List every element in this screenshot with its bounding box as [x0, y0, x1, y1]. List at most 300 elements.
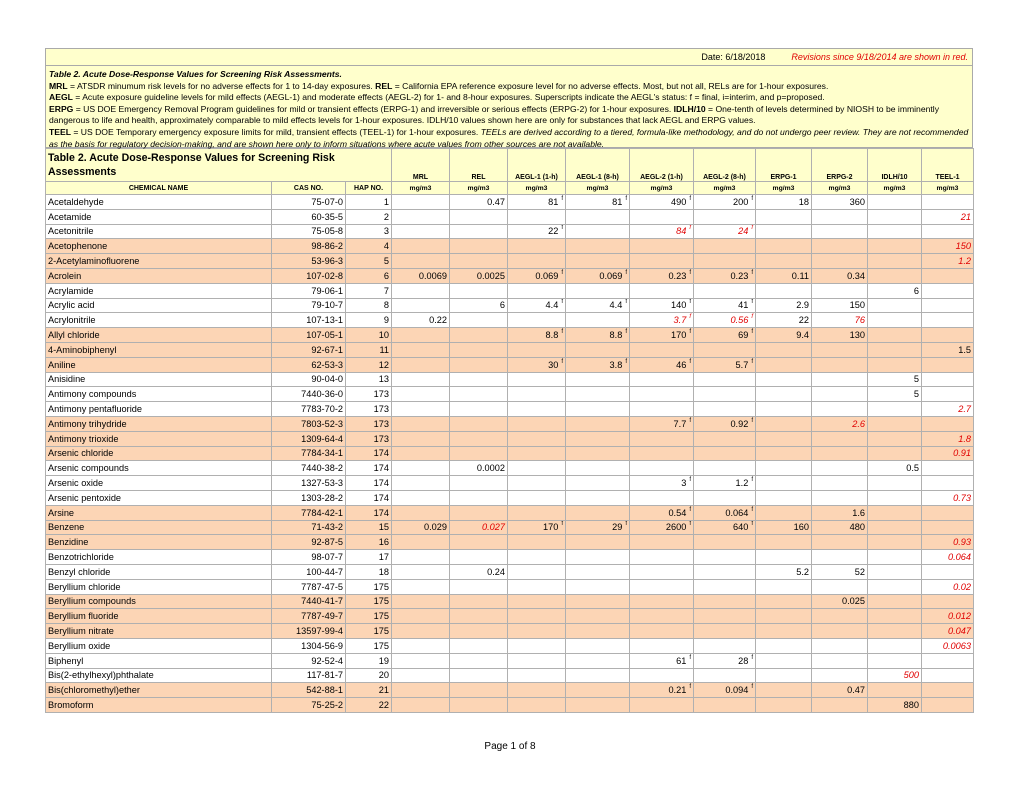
- value-text: 1.2: [958, 256, 971, 267]
- value-cell: [450, 357, 508, 372]
- table-row: [46, 579, 974, 594]
- value-cell: [922, 668, 974, 683]
- value-text: 0.24: [487, 566, 505, 577]
- status-superscript: f: [751, 654, 753, 661]
- value-cell: [450, 594, 508, 609]
- value-cell: [812, 224, 868, 239]
- value-text: 0.91: [953, 448, 971, 459]
- cas-cell: 79-06-1: [272, 283, 346, 298]
- status-superscript: f: [689, 358, 691, 365]
- cas-cell: 75-05-8: [272, 224, 346, 239]
- value-text: 46: [676, 359, 687, 370]
- value-cell: [630, 209, 694, 224]
- value-text: 0.54: [668, 507, 687, 518]
- chemical-name-cell: Benzotrichloride: [46, 550, 272, 565]
- col-header-mrl: MRL: [392, 149, 450, 182]
- value-cell: [812, 638, 868, 653]
- aegl-text: = Acute exposure guideline levels for mild effects (AEGL-1) and moderate effects (AEGL-2) for 1- and 8-hour exposures. Superscripts indicate the AEGL's status: f = final, i=interim, and p=proposed.: [72, 92, 825, 103]
- value-cell: [508, 224, 566, 239]
- value-cell: [392, 402, 450, 417]
- value-cell: [508, 195, 566, 210]
- hap-cell: 20: [346, 668, 392, 683]
- value-cell: [868, 283, 922, 298]
- value-text: 0.23: [730, 270, 749, 281]
- hap-cell: 5: [346, 254, 392, 269]
- hap-cell: 19: [346, 653, 392, 668]
- value-cell: [756, 224, 812, 239]
- value-text: 0.73: [953, 492, 971, 503]
- unit-label: mg/m3: [694, 182, 756, 195]
- value-cell: [566, 683, 630, 698]
- value-cell: [922, 209, 974, 224]
- value-cell: [508, 357, 566, 372]
- value-text: 0.21: [668, 685, 687, 696]
- status-superscript: f: [689, 684, 691, 691]
- value-cell: [868, 342, 922, 357]
- status-superscript: f: [561, 329, 563, 336]
- value-cell: [630, 239, 694, 254]
- value-cell: [812, 579, 868, 594]
- value-cell: [812, 505, 868, 520]
- value-cell: [508, 416, 566, 431]
- value-cell: [756, 624, 812, 639]
- value-text: 0.094: [725, 685, 749, 696]
- value-cell: [630, 328, 694, 343]
- col-header-hap: HAP NO.: [346, 182, 392, 195]
- table-row: [46, 624, 974, 639]
- value-cell: [392, 283, 450, 298]
- value-text: 0.93: [953, 537, 971, 548]
- hap-cell: 174: [346, 490, 392, 505]
- status-superscript: f: [751, 521, 753, 528]
- value-cell: [508, 431, 566, 446]
- chemical-name-cell: Acrylic acid: [46, 298, 272, 313]
- status-superscript: f: [689, 195, 691, 202]
- value-cell: [630, 446, 694, 461]
- value-cell: [694, 594, 756, 609]
- value-cell: [392, 342, 450, 357]
- value-cell: [392, 372, 450, 387]
- status-superscript: f: [689, 269, 691, 276]
- cas-cell: 75-25-2: [272, 698, 346, 713]
- unit-label: mg/m3: [812, 182, 868, 195]
- cas-cell: 7783-70-2: [272, 402, 346, 417]
- value-cell: [508, 698, 566, 713]
- value-text: 0.47: [847, 685, 865, 696]
- value-cell: [450, 564, 508, 579]
- value-text: 8.8: [545, 330, 559, 341]
- cas-cell: 107-13-1: [272, 313, 346, 328]
- value-cell: [868, 683, 922, 698]
- value-text: 8.8: [609, 330, 623, 341]
- value-cell: [450, 298, 508, 313]
- value-cell: [868, 195, 922, 210]
- value-cell: [922, 372, 974, 387]
- value-cell: [566, 416, 630, 431]
- value-cell: [450, 638, 508, 653]
- value-text: 1.2: [735, 478, 749, 489]
- hap-cell: 3: [346, 224, 392, 239]
- cas-cell: 100-44-7: [272, 564, 346, 579]
- value-cell: [508, 668, 566, 683]
- value-cell: [868, 461, 922, 476]
- status-superscript: f: [751, 506, 753, 513]
- chemical-name-cell: Beryllium oxide: [46, 638, 272, 653]
- value-cell: [756, 298, 812, 313]
- value-cell: [694, 579, 756, 594]
- value-text: 0.025: [842, 596, 865, 607]
- status-superscript: f: [625, 299, 627, 306]
- value-text: 170: [670, 330, 687, 341]
- value-cell: [812, 402, 868, 417]
- value-cell: [756, 416, 812, 431]
- table-row: [46, 535, 974, 550]
- value-text: 9.4: [796, 330, 809, 341]
- value-cell: [630, 416, 694, 431]
- unit-label: mg/m3: [392, 182, 450, 195]
- table-row: [46, 283, 974, 298]
- value-cell: [450, 209, 508, 224]
- value-cell: [922, 298, 974, 313]
- value-cell: [756, 461, 812, 476]
- value-cell: [630, 653, 694, 668]
- value-cell: [508, 550, 566, 565]
- value-cell: [508, 638, 566, 653]
- cas-cell: 7787-47-5: [272, 579, 346, 594]
- value-text: 0.047: [948, 626, 971, 636]
- value-cell: [450, 550, 508, 565]
- value-cell: [922, 653, 974, 668]
- table-row: [46, 446, 974, 461]
- value-cell: [508, 476, 566, 491]
- cas-cell: 7440-38-2: [272, 461, 346, 476]
- value-cell: [566, 387, 630, 402]
- chemical-name-cell: Beryllium chloride: [46, 579, 272, 594]
- value-cell: [508, 372, 566, 387]
- value-cell: [630, 638, 694, 653]
- value-cell: [922, 490, 974, 505]
- value-cell: [566, 564, 630, 579]
- hap-cell: 175: [346, 609, 392, 624]
- value-text: 22: [798, 315, 809, 326]
- value-text: 160: [793, 522, 809, 533]
- value-cell: [566, 490, 630, 505]
- value-cell: [630, 357, 694, 372]
- value-cell: [922, 195, 974, 210]
- value-cell: [392, 446, 450, 461]
- unit-label: mg/m3: [922, 182, 974, 195]
- value-cell: [868, 431, 922, 446]
- value-cell: [450, 342, 508, 357]
- value-cell: [812, 446, 868, 461]
- value-cell: [630, 520, 694, 535]
- value-cell: [566, 698, 630, 713]
- chemical-name-cell: Beryllium nitrate: [46, 624, 272, 639]
- table-row: [46, 609, 974, 624]
- table-row: [46, 357, 974, 372]
- value-cell: [566, 431, 630, 446]
- value-cell: [694, 564, 756, 579]
- value-cell: [922, 416, 974, 431]
- cas-cell: 107-05-1: [272, 328, 346, 343]
- table-row: [46, 342, 974, 357]
- value-cell: [922, 224, 974, 239]
- value-cell: [566, 653, 630, 668]
- value-cell: [508, 624, 566, 639]
- value-cell: [868, 624, 922, 639]
- value-cell: [756, 446, 812, 461]
- value-text: 52: [854, 566, 865, 577]
- value-cell: [868, 313, 922, 328]
- value-cell: [450, 535, 508, 550]
- value-cell: [922, 342, 974, 357]
- value-cell: [694, 490, 756, 505]
- col-header-idlh10: IDLH/10: [868, 149, 922, 182]
- cas-cell: 98-86-2: [272, 239, 346, 254]
- chemical-name-cell: Benzidine: [46, 535, 272, 550]
- cas-cell: 7803-52-3: [272, 416, 346, 431]
- date-label: Date: 6/18/2018: [701, 52, 766, 62]
- value-cell: [812, 313, 868, 328]
- value-cell: [392, 638, 450, 653]
- hap-cell: 174: [346, 476, 392, 491]
- value-cell: [694, 313, 756, 328]
- value-text: 480: [849, 522, 865, 533]
- hap-cell: 8: [346, 298, 392, 313]
- value-text: 0.064: [725, 507, 749, 518]
- value-cell: [450, 328, 508, 343]
- value-cell: [868, 357, 922, 372]
- value-cell: [508, 564, 566, 579]
- status-superscript: f: [689, 417, 691, 424]
- value-cell: [450, 668, 508, 683]
- cas-cell: 13597-99-4: [272, 624, 346, 639]
- value-cell: [630, 461, 694, 476]
- hap-cell: 174: [346, 461, 392, 476]
- value-cell: [922, 283, 974, 298]
- status-superscript: f: [561, 521, 563, 528]
- value-text: 6: [499, 300, 505, 311]
- value-cell: [508, 239, 566, 254]
- value-cell: [756, 195, 812, 210]
- value-cell: [812, 195, 868, 210]
- value-cell: [392, 579, 450, 594]
- value-text: 200: [732, 196, 749, 207]
- table-row: [46, 683, 974, 698]
- value-cell: [566, 313, 630, 328]
- value-cell: [630, 550, 694, 565]
- value-cell: [508, 342, 566, 357]
- status-superscript: f: [561, 358, 563, 365]
- value-cell: [694, 209, 756, 224]
- value-cell: [756, 476, 812, 491]
- value-cell: [922, 357, 974, 372]
- value-text: 7.7: [673, 418, 687, 429]
- value-text: 69: [738, 330, 749, 341]
- value-cell: [566, 357, 630, 372]
- cas-cell: 90-04-0: [272, 372, 346, 387]
- rel-key: REL: [375, 80, 393, 91]
- value-cell: [630, 342, 694, 357]
- value-cell: [450, 505, 508, 520]
- value-cell: [812, 209, 868, 224]
- value-cell: [868, 698, 922, 713]
- value-cell: [392, 298, 450, 313]
- chemical-name-cell: Arsenic pentoxide: [46, 490, 272, 505]
- value-cell: [812, 624, 868, 639]
- value-cell: [392, 550, 450, 565]
- value-cell: [566, 298, 630, 313]
- cas-cell: 117-81-7: [272, 668, 346, 683]
- value-text: 4.4: [545, 300, 559, 311]
- value-text: 21: [960, 211, 971, 222]
- col-header-erpg1: ERPG-1: [756, 149, 812, 182]
- value-cell: [630, 476, 694, 491]
- chemical-name-cell: Acetaldehyde: [46, 195, 272, 210]
- hap-cell: 13: [346, 372, 392, 387]
- value-cell: [868, 298, 922, 313]
- chemical-name-cell: Arsenic compounds: [46, 461, 272, 476]
- value-cell: [392, 520, 450, 535]
- table-row: [46, 550, 974, 565]
- status-superscript: f: [561, 269, 563, 276]
- hap-cell: 175: [346, 594, 392, 609]
- status-superscript: f: [689, 329, 691, 336]
- value-text: 81: [548, 196, 559, 207]
- table-row: [46, 431, 974, 446]
- value-cell: [630, 283, 694, 298]
- value-cell: [694, 357, 756, 372]
- date-row: [45, 48, 973, 65]
- value-cell: [694, 461, 756, 476]
- value-text: 880: [903, 699, 919, 710]
- value-cell: [566, 668, 630, 683]
- cas-cell: 7440-41-7: [272, 594, 346, 609]
- value-cell: [812, 609, 868, 624]
- table-row: [46, 416, 974, 431]
- cas-cell: 7440-36-0: [272, 387, 346, 402]
- value-cell: [566, 268, 630, 283]
- value-cell: [922, 638, 974, 653]
- hap-cell: 4: [346, 239, 392, 254]
- value-cell: [868, 476, 922, 491]
- value-cell: [694, 387, 756, 402]
- value-cell: [450, 402, 508, 417]
- value-cell: [694, 372, 756, 387]
- value-cell: [868, 579, 922, 594]
- value-text: 18: [798, 196, 809, 207]
- status-superscript: f: [751, 269, 753, 276]
- value-cell: [756, 653, 812, 668]
- hap-cell: 175: [346, 638, 392, 653]
- value-text: 30: [548, 359, 559, 370]
- table-title-row: [46, 149, 974, 182]
- value-cell: [566, 550, 630, 565]
- value-cell: [566, 535, 630, 550]
- value-cell: [694, 254, 756, 269]
- value-cell: [566, 520, 630, 535]
- value-cell: [922, 609, 974, 624]
- value-cell: [450, 653, 508, 668]
- value-cell: [812, 683, 868, 698]
- chemical-name-cell: Antimony compounds: [46, 387, 272, 402]
- table-row: [46, 461, 974, 476]
- value-cell: [922, 328, 974, 343]
- idlh-text: = One-tenth of levels determined by NIOSH to be imminently dangerous to life and health, approximately comparable to mild effects levels for 1-hour exposures. IDLH/10 values shown here are only for substances that lack AEGL and ERPG values.: [49, 103, 939, 126]
- value-text: 360: [849, 196, 865, 207]
- chemical-name-cell: Beryllium fluoride: [46, 609, 272, 624]
- value-cell: [450, 313, 508, 328]
- value-text: 0.0002: [476, 463, 505, 474]
- teel-italic-text: TEELs are derived according to a tiered, formula-like methodology, and do not undergo peer review. They are not recommended as the basis for regulatory decision-making, and are shown here only to inform situations where acute values from other sources are not available.: [49, 126, 969, 149]
- value-cell: [392, 698, 450, 713]
- value-text: 140: [670, 300, 687, 311]
- value-cell: [922, 446, 974, 461]
- value-cell: [756, 283, 812, 298]
- value-cell: [694, 416, 756, 431]
- value-cell: [392, 564, 450, 579]
- value-cell: [392, 653, 450, 668]
- value-cell: [508, 520, 566, 535]
- value-cell: [392, 431, 450, 446]
- cas-cell: 53-96-3: [272, 254, 346, 269]
- hap-cell: 175: [346, 579, 392, 594]
- value-cell: [630, 387, 694, 402]
- value-cell: [812, 416, 868, 431]
- cas-cell: 71-43-2: [272, 520, 346, 535]
- value-cell: [812, 461, 868, 476]
- value-cell: [756, 505, 812, 520]
- value-cell: [392, 594, 450, 609]
- value-cell: [508, 209, 566, 224]
- value-cell: [450, 490, 508, 505]
- table-row: [46, 313, 974, 328]
- value-cell: [756, 209, 812, 224]
- value-cell: [756, 254, 812, 269]
- chemical-name-cell: Aniline: [46, 357, 272, 372]
- value-cell: [922, 550, 974, 565]
- value-cell: [450, 683, 508, 698]
- hap-cell: 18: [346, 564, 392, 579]
- value-cell: [508, 402, 566, 417]
- unit-label: mg/m3: [756, 182, 812, 195]
- value-cell: [756, 638, 812, 653]
- value-cell: [566, 254, 630, 269]
- value-text: 5: [913, 374, 919, 385]
- status-superscript: f: [689, 506, 691, 513]
- value-cell: [694, 535, 756, 550]
- value-cell: [868, 402, 922, 417]
- value-cell: [694, 328, 756, 343]
- value-cell: [922, 579, 974, 594]
- value-cell: [566, 638, 630, 653]
- mrl-text: = ATSDR minumum risk levels for no adverse effects for 1 to 14-day exposures.: [67, 80, 376, 91]
- value-text: 4.4: [609, 300, 623, 311]
- status-superscript: f: [625, 329, 627, 336]
- hap-cell: 2: [346, 209, 392, 224]
- value-text: 170: [542, 522, 559, 533]
- value-cell: [630, 594, 694, 609]
- value-cell: [566, 224, 630, 239]
- value-cell: [508, 683, 566, 698]
- cas-cell: 7784-34-1: [272, 446, 346, 461]
- hap-cell: 6: [346, 268, 392, 283]
- value-cell: [392, 490, 450, 505]
- value-text: 41: [738, 300, 749, 311]
- table-row: [46, 653, 974, 668]
- value-cell: [392, 609, 450, 624]
- value-text: 130: [849, 330, 865, 341]
